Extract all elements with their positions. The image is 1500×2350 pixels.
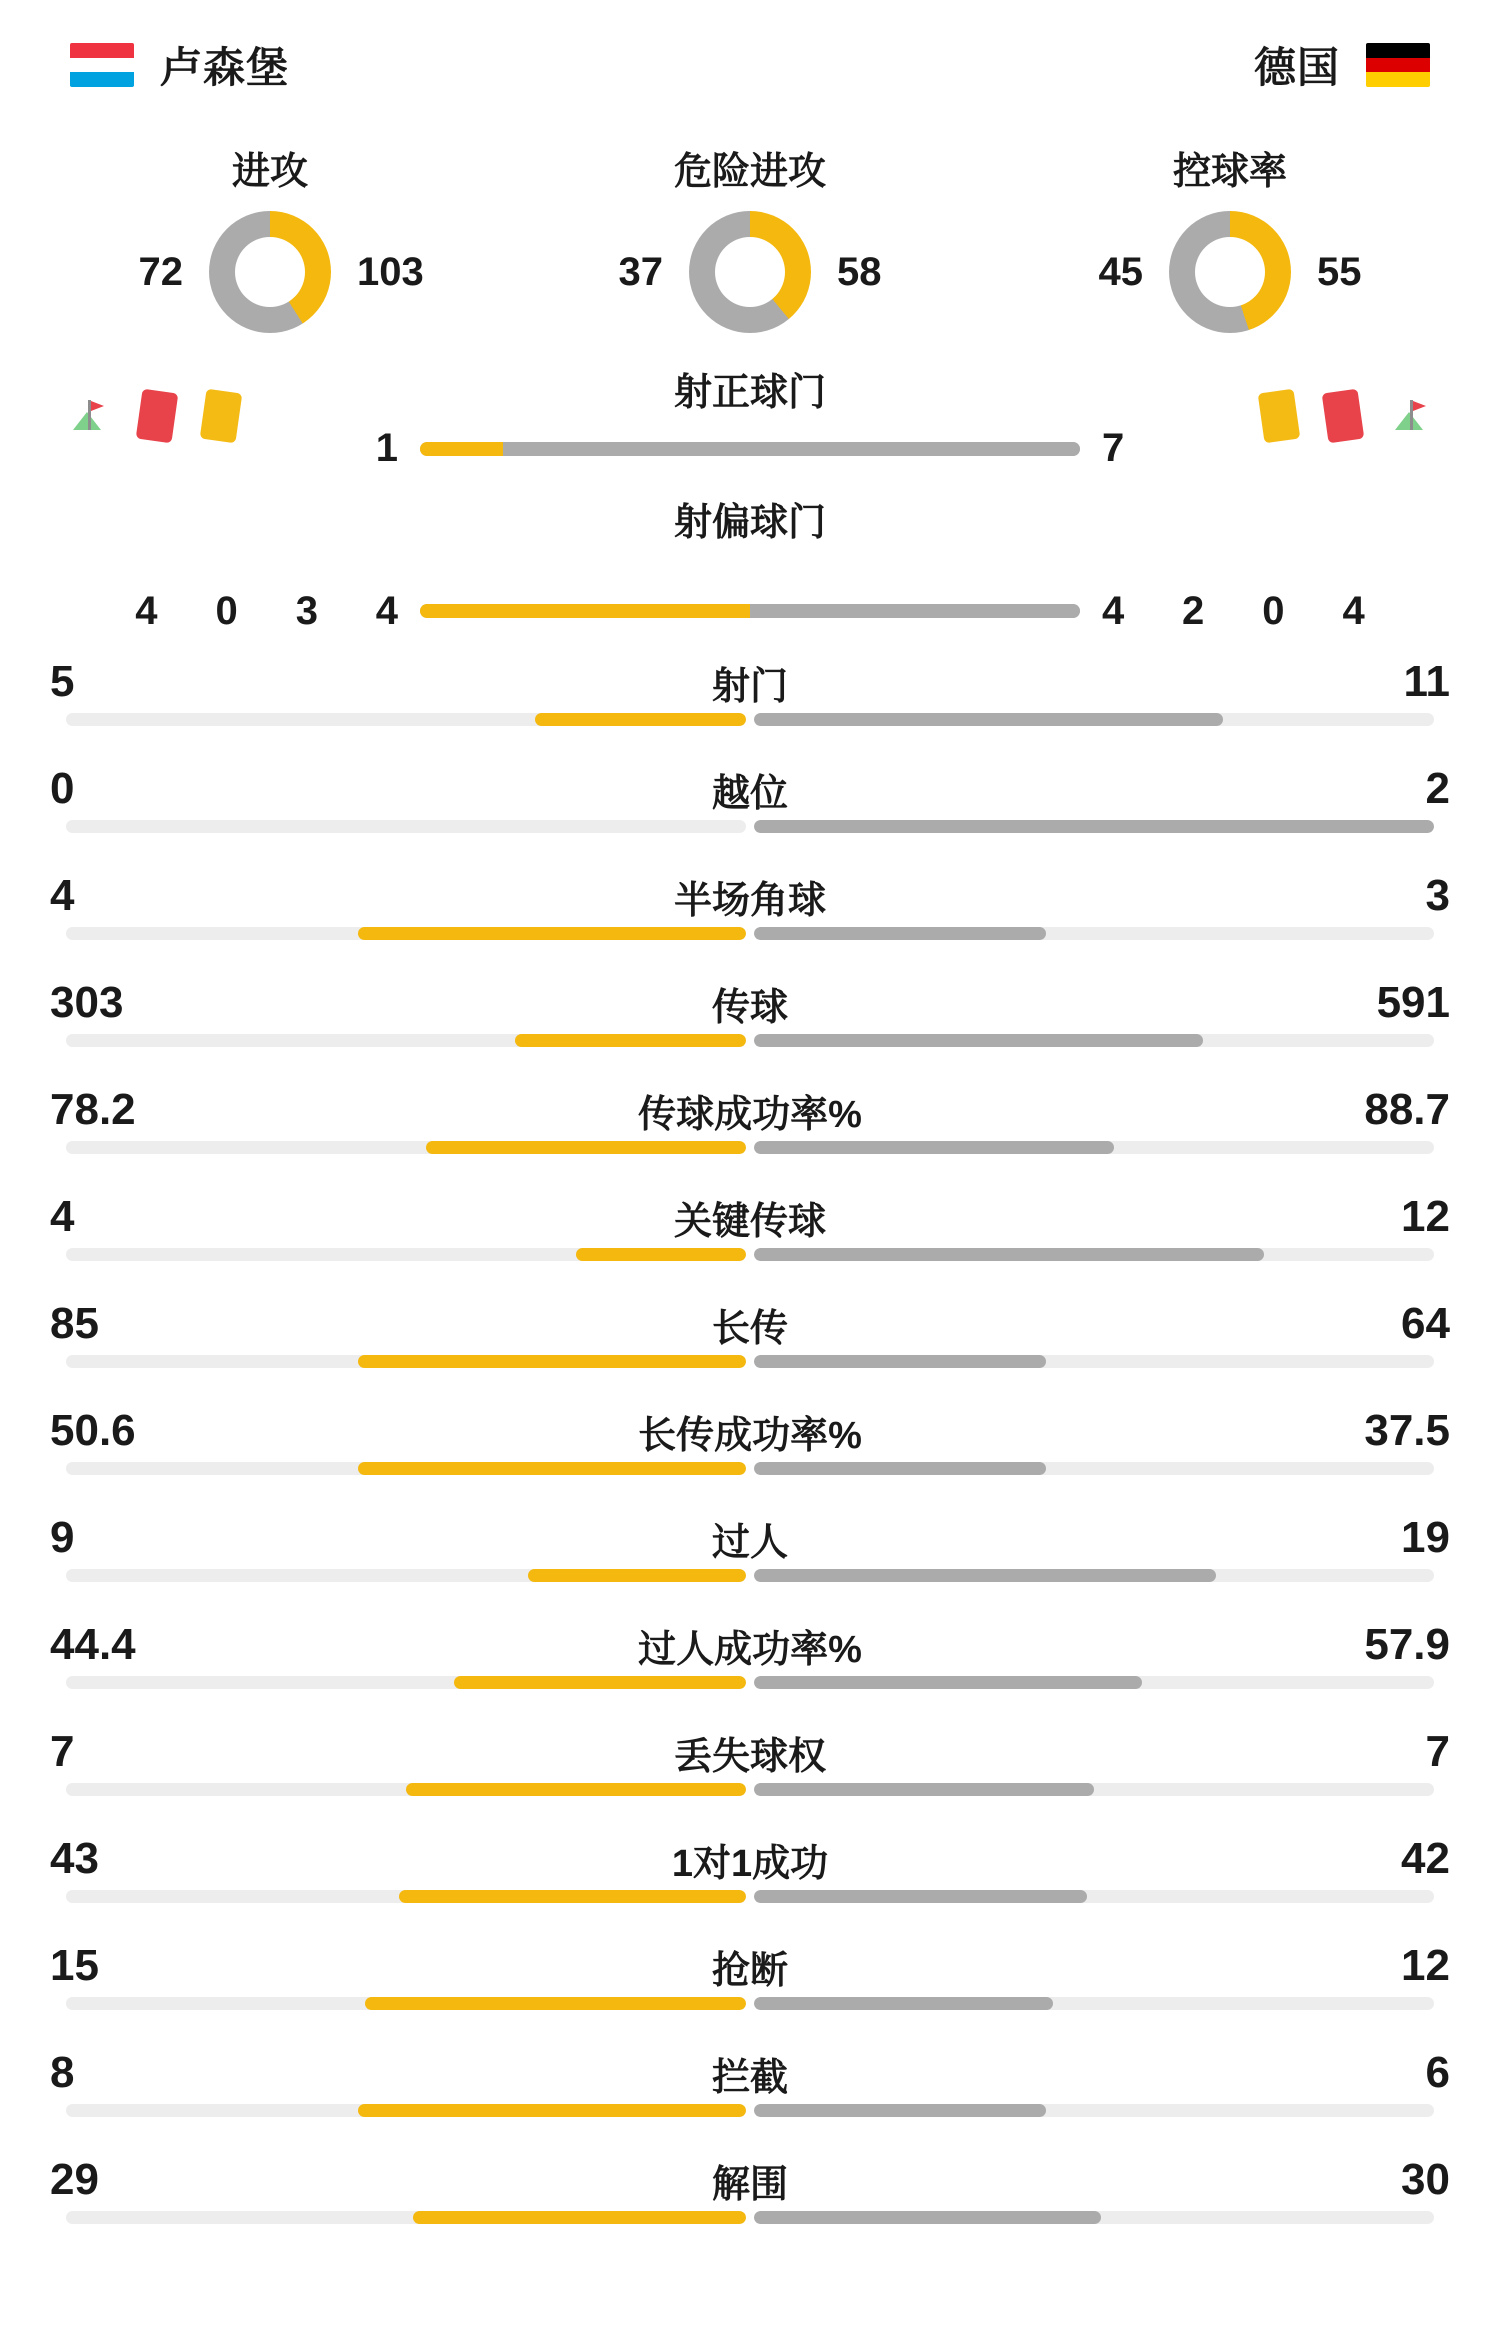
stat-row (50, 1721, 1450, 1828)
stat-row (50, 2042, 1450, 2149)
donut-title: 控球率 (1172, 151, 1287, 193)
stat-away-value: 6 (1425, 2048, 1450, 2097)
stat-home-value: 78.2 (50, 1085, 136, 1134)
stat-away-bar (754, 1569, 1434, 1582)
stat-home-bar (66, 1890, 746, 1903)
stat-home-value: 43 (50, 1834, 99, 1883)
shots-on-target-bar (420, 442, 1080, 456)
donut-home-value: 45 (1098, 249, 1143, 294)
shots-on-target-center (239, 361, 1261, 471)
red-card-icon (136, 389, 179, 444)
stat-home-bar (66, 1569, 746, 1582)
stat-away-value: 2 (1425, 764, 1450, 813)
attacks-donut-chart (209, 211, 331, 333)
stat-away-bar (754, 1034, 1434, 1047)
shots-off-target-label: 射偏球门 (673, 501, 826, 544)
shots-off-target-home-value: 4 (375, 588, 398, 633)
home-icon-counts (98, 589, 318, 634)
stat-home-bar (66, 1783, 746, 1796)
stat-away-value: 12 (1401, 1192, 1450, 1241)
stat-home-bar (66, 1034, 746, 1047)
stat-label: 过人成功率% (638, 1628, 862, 1671)
stat-home-bar (66, 1462, 746, 1475)
stat-row (50, 1507, 1450, 1614)
stat-label: 丢失球权 (673, 1735, 826, 1778)
stat-away-bar (754, 1355, 1434, 1368)
stat-home-bar (66, 713, 746, 726)
stat-label: 传球 (711, 986, 788, 1029)
stats-list (0, 651, 1500, 2256)
stat-label: 长传 (711, 1307, 788, 1350)
stat-home-bar (66, 820, 746, 833)
stat-home-value: 15 (50, 1941, 99, 1990)
stat-row (50, 2149, 1450, 2256)
stat-away-bar (754, 820, 1434, 833)
corner-flag-icon (67, 394, 111, 438)
shots-off-target-bar-line (340, 589, 1160, 634)
home-corner-count: 4 (135, 588, 158, 633)
away-yellow-card-count: 2 (1182, 588, 1205, 633)
stat-away-value: 19 (1401, 1513, 1450, 1562)
stat-away-bar (754, 1783, 1434, 1796)
stat-home-value: 9 (50, 1513, 75, 1562)
stat-home-value: 7 (50, 1727, 75, 1776)
stat-away-bar (754, 2104, 1434, 2117)
away-icons (1261, 391, 1460, 441)
stat-label: 越位 (711, 772, 788, 815)
stat-row (50, 1400, 1450, 1507)
shots-and-cards-block (0, 353, 1500, 651)
off-target-and-counts-row (40, 571, 1460, 651)
home-team (70, 35, 289, 95)
stat-label: 关键传球 (673, 1200, 826, 1243)
stat-home-value: 0 (50, 764, 75, 813)
stat-away-bar (754, 1248, 1434, 1261)
stat-home-value: 8 (50, 2048, 75, 2097)
stat-away-value: 37.5 (1364, 1406, 1450, 1455)
stat-home-bar (66, 1141, 746, 1154)
stat-row (50, 1293, 1450, 1400)
stat-away-bar (754, 1141, 1434, 1154)
yellow-card-icon (1258, 389, 1301, 444)
red-card-icon (1322, 389, 1365, 444)
stat-home-bar (66, 1248, 746, 1261)
stat-row (50, 972, 1450, 1079)
stat-home-value: 44.4 (50, 1620, 136, 1669)
dangerous-attacks-donut-chart (689, 211, 811, 333)
stat-away-value: 88.7 (1364, 1085, 1450, 1134)
stat-away-value: 591 (1376, 978, 1450, 1027)
stat-label: 抢断 (711, 1949, 788, 1992)
stat-row (50, 1935, 1450, 2042)
stat-away-value: 30 (1401, 2155, 1450, 2204)
stat-row (50, 758, 1450, 865)
stat-home-bar (66, 927, 746, 940)
away-icon-counts (1182, 589, 1402, 634)
donut-title: 危险进攻 (673, 151, 826, 193)
donut-block-attacks (60, 140, 480, 333)
yellow-card-icon (200, 389, 243, 444)
stat-row (50, 651, 1450, 758)
shots-off-target-bar (420, 604, 1080, 618)
away-red-card-count: 0 (1262, 588, 1285, 633)
stat-home-value: 4 (50, 1192, 75, 1241)
stat-row (50, 1079, 1450, 1186)
corner-flag-icon (1389, 394, 1433, 438)
away-corner-count: 4 (1342, 588, 1365, 633)
stat-home-bar (66, 1997, 746, 2010)
stat-row (50, 865, 1450, 972)
stat-label: 过人 (711, 1521, 788, 1564)
shots-off-target-away-value: 4 (1102, 588, 1125, 633)
stat-label: 解围 (711, 2163, 788, 2206)
stat-row (50, 1186, 1450, 1293)
shots-on-target-row (40, 357, 1460, 475)
stat-home-value: 5 (50, 657, 75, 706)
stat-away-value: 3 (1425, 871, 1450, 920)
stat-home-bar (66, 1355, 746, 1368)
home-yellow-card-count: 3 (295, 588, 318, 633)
away-team-name: 德国 (1253, 44, 1340, 91)
possession-donut-chart (1169, 211, 1291, 333)
home-team-name: 卢森堡 (160, 44, 290, 91)
luxembourg-flag (70, 43, 134, 87)
stat-row (50, 1828, 1450, 1935)
stat-home-value: 303 (50, 978, 124, 1027)
stat-home-value: 4 (50, 871, 75, 920)
stat-away-value: 7 (1425, 1727, 1450, 1776)
stat-label: 1对1成功 (671, 1842, 829, 1885)
stat-label: 射门 (711, 665, 788, 708)
stat-home-bar (66, 1676, 746, 1689)
donut-home-value: 37 (618, 249, 663, 294)
germany-flag (1366, 43, 1430, 87)
shots-on-target-label: 射正球门 (673, 372, 826, 414)
away-team (1254, 35, 1430, 95)
stat-home-value: 50.6 (50, 1406, 136, 1455)
stat-away-value: 42 (1401, 1834, 1450, 1883)
stat-away-value: 11 (1403, 657, 1450, 706)
stat-away-value: 64 (1401, 1299, 1450, 1348)
stat-home-value: 29 (50, 2155, 99, 2204)
stat-label: 半场角球 (673, 879, 826, 922)
shots-off-target-center (239, 491, 1261, 556)
stat-home-bar (66, 2211, 746, 2224)
stat-home-value: 85 (50, 1299, 99, 1348)
stat-away-bar (754, 927, 1434, 940)
stat-away-value: 57.9 (1364, 1620, 1450, 1669)
shots-on-target-home-value: 1 (375, 426, 398, 470)
shots-off-target-row (40, 475, 1460, 571)
home-icons (40, 391, 239, 441)
stat-row (50, 1614, 1450, 1721)
stat-away-bar (754, 1997, 1434, 2010)
home-red-card-count: 0 (215, 588, 238, 633)
donut-stats-row (0, 130, 1500, 353)
donut-block-dangerous-attacks (540, 140, 960, 333)
donut-home-value: 72 (138, 249, 183, 294)
stat-away-value: 12 (1401, 1941, 1450, 1990)
donut-away-value: 55 (1317, 249, 1362, 294)
shots-on-target-away-value: 7 (1102, 426, 1125, 470)
stat-home-bar (66, 2104, 746, 2117)
stat-label: 长传成功率% (638, 1414, 862, 1457)
stat-label: 拦截 (711, 2056, 788, 2099)
stat-away-bar (754, 1462, 1434, 1475)
donut-block-possession (1020, 140, 1440, 333)
stat-label: 传球成功率% (638, 1093, 862, 1136)
donut-title: 进攻 (231, 151, 308, 193)
stat-away-bar (754, 1676, 1434, 1689)
donut-away-value: 103 (357, 249, 424, 294)
stat-away-bar (754, 713, 1434, 726)
stat-away-bar (754, 2211, 1434, 2224)
donut-away-value: 58 (837, 249, 882, 294)
stat-away-bar (754, 1890, 1434, 1903)
teams-header (0, 0, 1500, 130)
